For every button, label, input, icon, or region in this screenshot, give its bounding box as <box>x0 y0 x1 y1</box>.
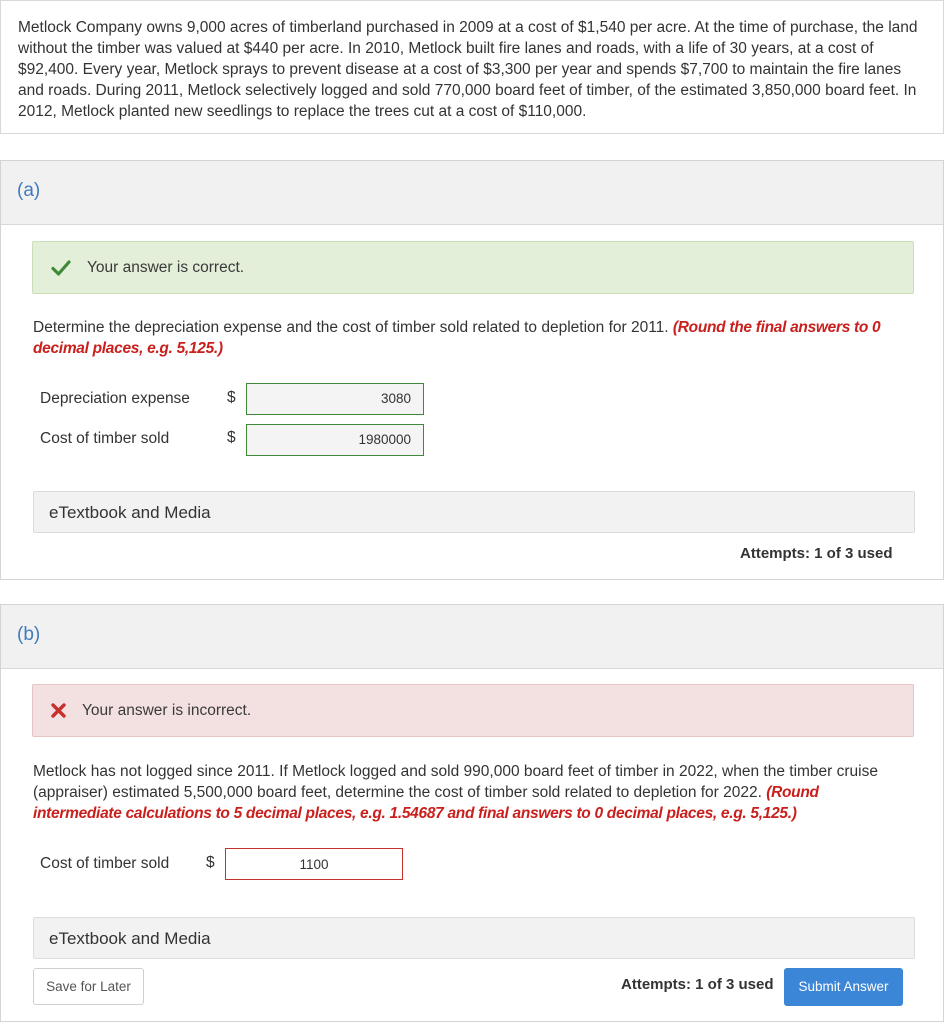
correct-feedback-banner <box>32 241 914 294</box>
part-b-panel <box>0 604 944 1022</box>
currency-symbol: $ <box>206 854 215 871</box>
part-b-question <box>33 761 905 824</box>
etextbook-and-media-link[interactable] <box>33 917 915 959</box>
feedback-text: Your answer is incorrect. <box>82 702 252 719</box>
currency-symbol: $ <box>227 389 236 406</box>
currency-symbol: $ <box>227 429 236 446</box>
rounding-instruction: (Round the final answers to 0 decimal places, e.g. 5,125.) <box>33 319 881 357</box>
question-text: Determine the depreciation expense and the cost of timber sold related to depletion for 2011. <box>33 319 669 336</box>
etextbook-label: eTextbook and Media <box>49 929 211 948</box>
submit-answer-button[interactable]: Submit Answer <box>784 968 903 1006</box>
part-a-label: (a) <box>17 180 41 201</box>
etextbook-label: eTextbook and Media <box>49 503 211 522</box>
part-a-question <box>33 317 905 359</box>
cross-icon <box>49 702 69 720</box>
part-b-label: (b) <box>17 624 41 645</box>
incorrect-feedback-banner <box>32 684 914 737</box>
problem-text: Metlock Company owns 9,000 acres of timberland purchased in 2009 at a cost of $1,540 per acre. At the time of purchase, the land without the timber was valued at $440 per acre. In 2010, Metlock built fire lanes and roads, with a life of 30 years, at a cost of $92,400. Every year, Metlock sprays to prevent disease at a cost of $3,300 per year and spends $7,700 to maintain the fire lanes and roads. During 2011, Metlock selectively logged and sold 770,000 board feet of timber, of the estimated 3,850,000 board feet. In 2012, Metlock planted new seedlings to replace the trees cut at a cost of $110,000. <box>18 19 918 120</box>
depreciation-expense-input[interactable]: 3080 <box>246 383 424 415</box>
save-for-later-button[interactable]: Save for Later <box>33 968 144 1005</box>
problem-statement <box>0 0 944 134</box>
attempts-counter: Attempts: 1 of 3 used <box>740 545 893 562</box>
rounding-instruction: (Round intermediate calculations to 5 decimal places, e.g. 1.54687 and final answers to 0 decimal places, e.g. 5,125.) <box>33 784 819 822</box>
cost-of-timber-sold-label: Cost of timber sold <box>40 430 170 447</box>
attempts-counter: Attempts: 1 of 3 used <box>621 976 774 993</box>
cost-of-timber-sold-input[interactable]: 1980000 <box>246 424 424 456</box>
etextbook-and-media-link[interactable] <box>33 491 915 533</box>
question-text: Metlock has not logged since 2011. If Metlock logged and sold 990,000 board feet of timber in 2022, when the timber cruise (appraiser) estimated 5,500,000 board feet, determine the cost of timber sold related to depletion for 2022. <box>33 763 878 801</box>
part-b-header <box>1 605 943 669</box>
part-a-header <box>1 161 943 225</box>
part-a-panel <box>0 160 944 580</box>
depreciation-expense-label: Depreciation expense <box>40 390 190 407</box>
checkmark-icon <box>51 259 71 277</box>
feedback-text: Your answer is correct. <box>87 259 245 276</box>
cost-of-timber-sold-input[interactable]: 1100 <box>225 848 403 880</box>
cost-of-timber-sold-label: Cost of timber sold <box>40 855 170 872</box>
